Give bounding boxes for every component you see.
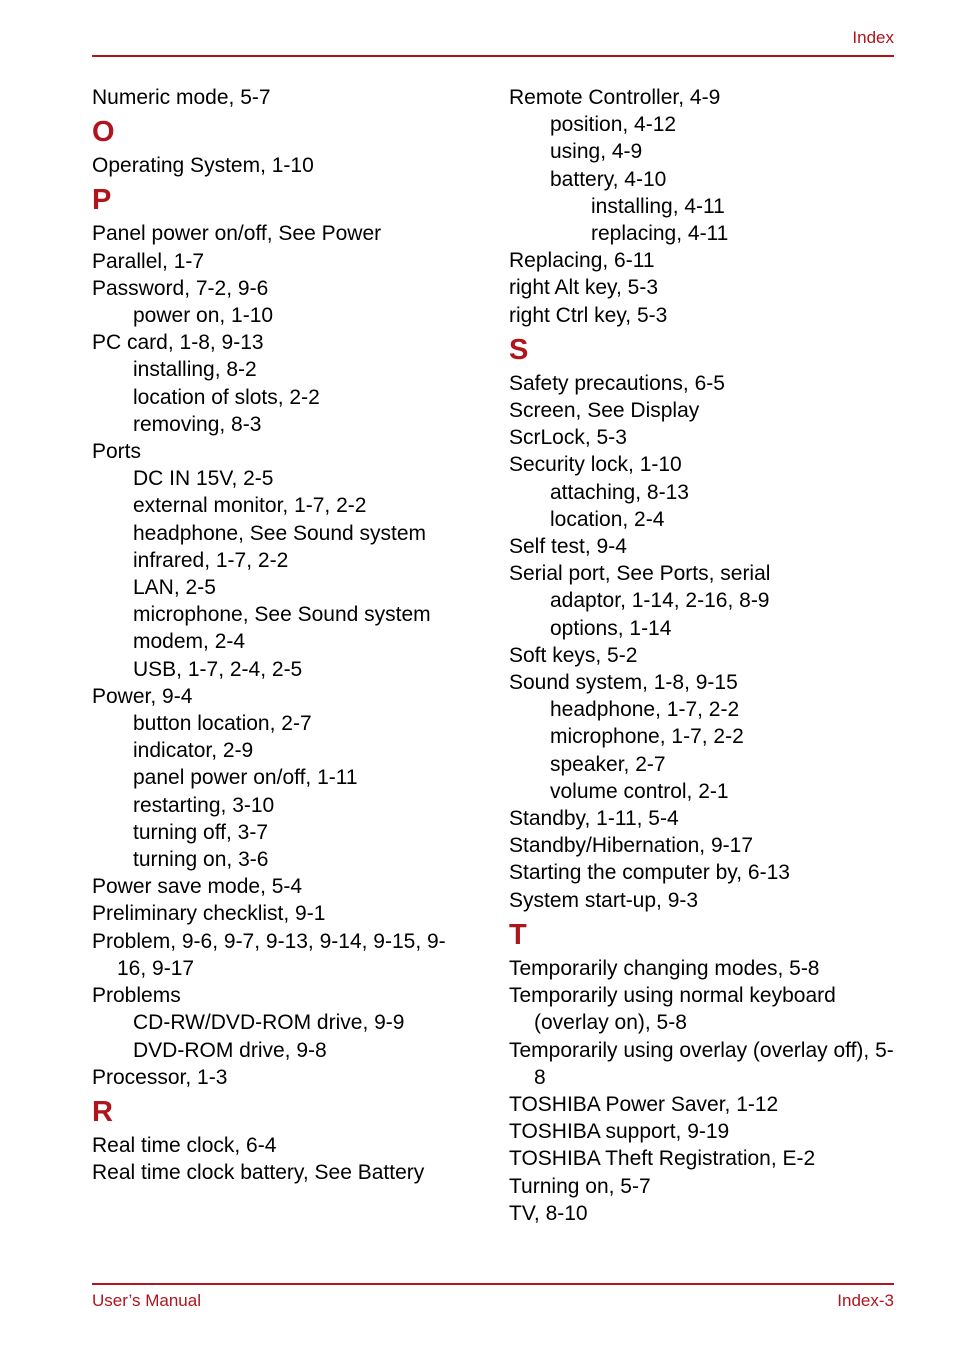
index-entry: PC card, 1-8, 9-13 [92, 331, 264, 355]
index-entry: Screen, See Display [509, 399, 700, 423]
index-subentry: position, 4-12 [550, 113, 677, 137]
index-subentry: attaching, 8-13 [550, 480, 689, 504]
index-entry: Power save mode, 5-4 [92, 875, 303, 899]
index-subentry: removing, 8-3 [133, 412, 262, 436]
index-subentry: installing, 8-2 [133, 358, 257, 382]
index-entry: Security lock, 1-10 [509, 453, 682, 477]
footer-manual-title: User’s Manual [92, 1291, 201, 1310]
index-entry: Processor, 1-3 [92, 1065, 228, 1089]
index-subentry: headphone, 1-7, 2-2 [550, 698, 740, 722]
index-subentry: battery, 4-10 [550, 167, 667, 191]
index-section-letter: R [92, 1095, 113, 1128]
index-entry: Real time clock, 6-4 [92, 1133, 277, 1157]
index-entry: Temporarily using normal keyboard (overlay on), 5-8 [509, 984, 836, 1035]
index-entry: Panel power on/off, See Power [92, 222, 382, 246]
index-entry: Starting the computer by, 6-13 [509, 861, 790, 885]
index-subentry: location, 2-4 [550, 507, 665, 531]
index-subentry: button location, 2-7 [133, 712, 312, 736]
index-entry: Password, 7-2, 9-6 [92, 276, 269, 300]
index-entry: right Alt key, 5-3 [509, 276, 659, 300]
index-subentry: DC IN 15V, 2-5 [133, 467, 274, 491]
index-entry: Turning on, 5-7 [509, 1174, 651, 1198]
index-subentry: DVD-ROM drive, 9-8 [133, 1038, 327, 1062]
index-subentry: replacing, 4-11 [591, 222, 729, 246]
index-entry: Serial port, See Ports, serial [509, 562, 771, 586]
index-column-right [509, 84, 899, 1227]
index-section-letter: O [92, 116, 115, 149]
index-subentry: microphone, See Sound system [133, 603, 431, 627]
index-entry: Standby/Hibernation, 9-17 [509, 834, 753, 858]
footer-rule [92, 1283, 894, 1285]
index-entry: Parallel, 1-7 [92, 249, 205, 273]
index-entry: Remote Controller, 4-9 [509, 86, 721, 109]
index-entry: Problems [92, 984, 181, 1008]
index-entry: Soft keys, 5-2 [509, 643, 638, 667]
index-entry: Safety precautions, 6-5 [509, 371, 725, 395]
index-entry: Self test, 9-4 [509, 535, 627, 559]
index-subentry: panel power on/off, 1-11 [133, 766, 358, 790]
index-subentry: volume control, 2-1 [550, 779, 729, 803]
index-subentry: speaker, 2-7 [550, 752, 666, 776]
index-entry: Temporarily using overlay (overlay off), 5-8 [509, 1038, 894, 1089]
index-subentry: restarting, 3-10 [133, 793, 275, 817]
index-section-letter: T [509, 918, 527, 951]
header-rule [92, 55, 894, 57]
index-subentry: using, 4-9 [550, 140, 643, 164]
index-subentry: power on, 1-10 [133, 304, 274, 328]
index-entry: Power, 9-4 [92, 684, 193, 708]
index-entry: Problem, 9-6, 9-7, 9-13, 9-14, 9-15, 9-16, 9-17 [92, 929, 446, 980]
index-entry: Replacing, 6-11 [509, 249, 655, 273]
index-subentry: external monitor, 1-7, 2-2 [133, 494, 367, 518]
index-subentry: location of slots, 2-2 [133, 385, 320, 409]
index-subentry: installing, 4-11 [591, 194, 725, 218]
index-subentry: turning off, 3-7 [133, 820, 269, 844]
index-entry: Preliminary checklist, 9-1 [92, 902, 326, 926]
index-entry: Ports [92, 440, 142, 464]
index-entry: ScrLock, 5-3 [509, 426, 627, 450]
index-subentry: infrared, 1-7, 2-2 [133, 548, 289, 572]
index-entry: Sound system, 1-8, 9-15 [509, 671, 738, 695]
index-subentry: LAN, 2-5 [133, 576, 216, 600]
index-subentry: modem, 2-4 [133, 630, 246, 654]
index-subentry: options, 1-14 [550, 616, 672, 640]
index-entry: TOSHIBA Power Saver, 1-12 [509, 1092, 779, 1116]
index-entry: TV, 8-10 [509, 1201, 588, 1225]
index-entry: Standby, 1-11, 5-4 [509, 807, 679, 831]
index-subentry: indicator, 2-9 [133, 739, 254, 763]
index-entry: Numeric mode, 5-7 [92, 86, 271, 109]
index-subentry: adaptor, 1-14, 2-16, 8-9 [550, 589, 770, 613]
index-entry: Operating System, 1-10 [92, 154, 314, 178]
footer-page-number: Index-3 [837, 1291, 894, 1310]
index-entry: Real time clock battery, See Battery [92, 1161, 425, 1185]
index-section-letter: S [509, 333, 529, 366]
index-subentry: microphone, 1-7, 2-2 [550, 725, 744, 749]
index-entry: TOSHIBA Theft Registration, E-2 [509, 1147, 816, 1171]
index-subentry: CD-RW/DVD-ROM drive, 9-9 [133, 1011, 405, 1035]
index-subentry: USB, 1-7, 2-4, 2-5 [133, 657, 303, 681]
page-header-title: Index [852, 28, 894, 47]
index-entry: right Ctrl key, 5-3 [509, 303, 668, 327]
index-subentry: headphone, See Sound system [133, 521, 427, 545]
index-entry: Temporarily changing modes, 5-8 [509, 956, 820, 980]
index-section-letter: P [92, 184, 112, 217]
index-column-left [92, 84, 472, 1186]
index-subentry: turning on, 3-6 [133, 848, 269, 872]
index-entry: System start-up, 9-3 [509, 888, 699, 912]
index-entry: TOSHIBA support, 9-19 [509, 1120, 730, 1144]
